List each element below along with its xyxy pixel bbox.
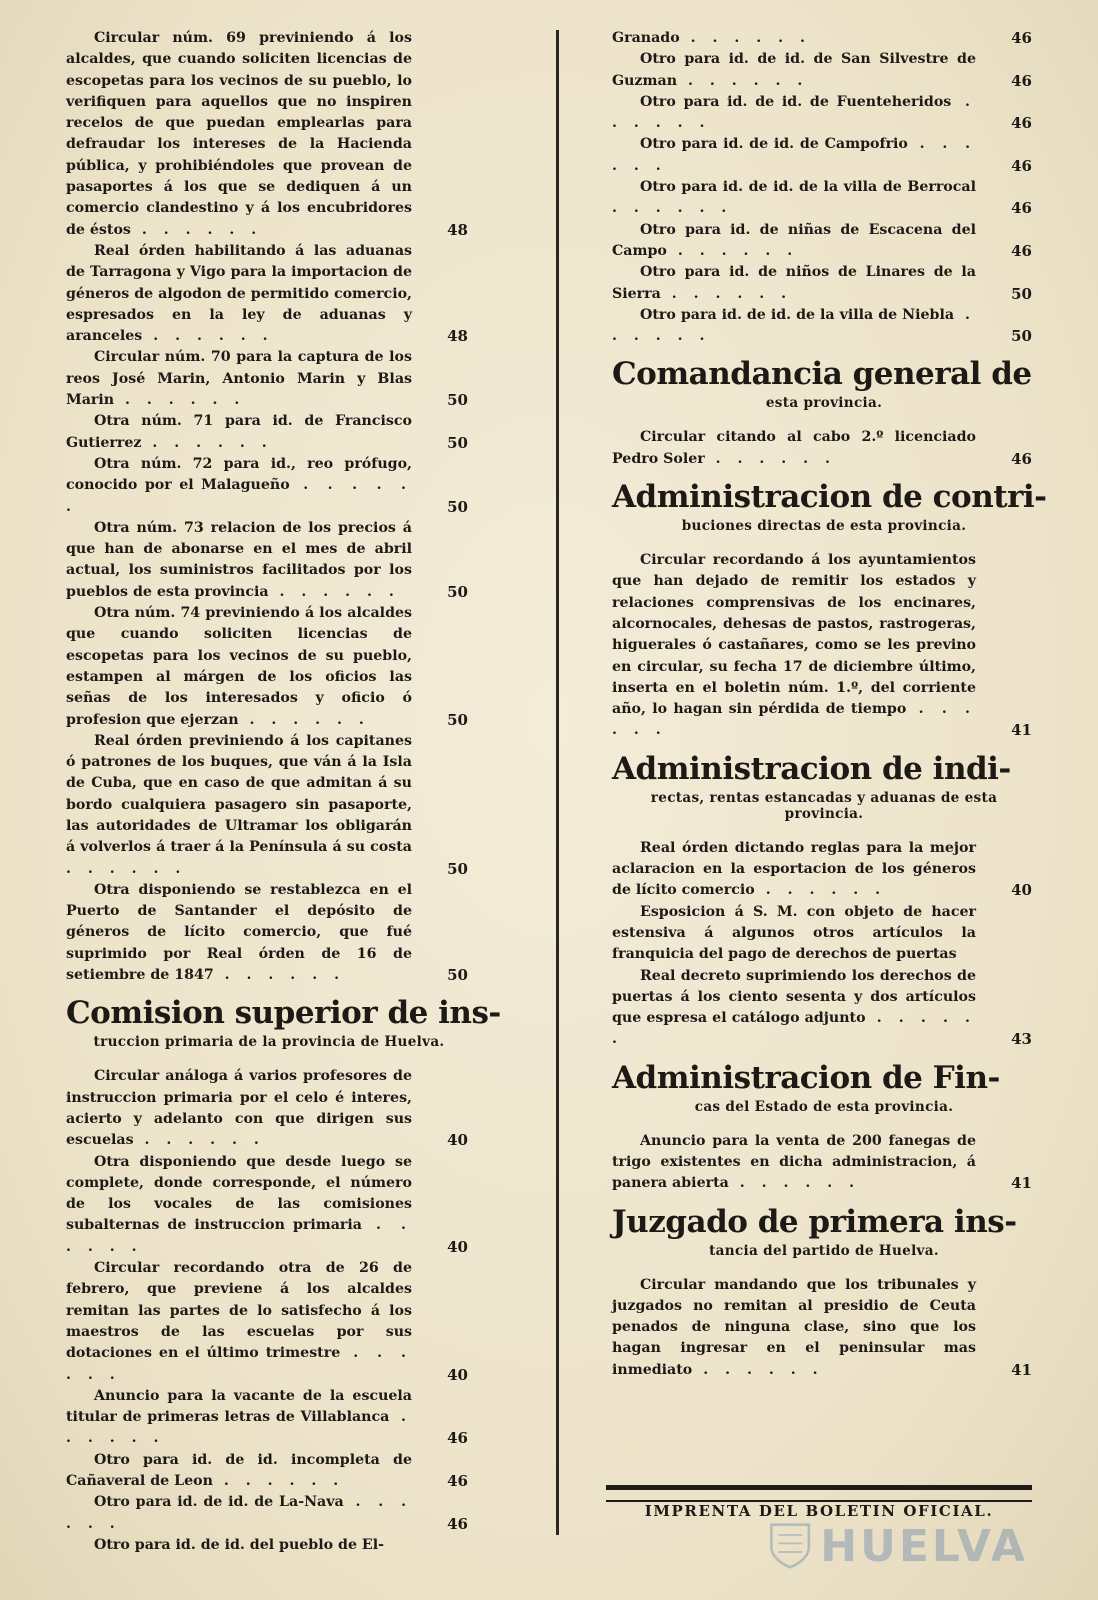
index-entry [66, 411, 472, 454]
index-entry [612, 92, 1036, 135]
section-entries [612, 838, 1036, 1051]
entry-text [612, 838, 1036, 902]
leader-dots: . . . . . . [612, 200, 733, 217]
index-entry [66, 28, 472, 241]
entry-page-number: 46 [1011, 29, 1032, 47]
index-entry [66, 454, 472, 518]
index-entry [612, 1131, 1036, 1195]
leader-dots: . . . . . . [754, 882, 887, 899]
index-entry [612, 49, 1036, 92]
leader-dots: . . . . . . [704, 450, 836, 467]
entry-title: Anuncio para la vacante de la escuela titular de primeras letras de Villablanca [66, 1387, 412, 1426]
leader-dots: . . . . . . [66, 1409, 412, 1447]
entry-title: Real órden previniendo á los capitanes ó patrones de los buques, que ván á la Isla de Cuba, que en caso de que admitan á su bordo cualquiera pasagero sin pasaporte, las autoridades de Ultramar los obligarán á volverlos á traer á la Península á su costa [66, 732, 412, 856]
leader-dots: . . . . . . [268, 583, 400, 600]
entry-title: Otra núm. 72 para id., reo prófugo, conocido por el Malagueño [66, 455, 412, 494]
entry-page-number: 46 [1011, 199, 1032, 218]
right-top-entries [612, 28, 1036, 347]
index-entry [66, 1066, 472, 1151]
left-column [66, 28, 501, 1556]
entry-text [66, 1386, 472, 1450]
index-entry [66, 731, 472, 880]
entry-page-number: 41 [1011, 721, 1032, 740]
index-entry [612, 1275, 1036, 1381]
imprint-text: IMPRENTA DEL BOLETIN OFICIAL. [644, 1502, 994, 1520]
watermark-text: HUELVA [820, 1520, 1028, 1572]
entry-title: Circular núm. 69 previniendo á los alcaldes, que cuando soliciten licencias de escopetas para los vecinos de su pueblo, lo verifiquen para aquellos que no inspiren recelos de que puedan emplearlas para defraudar los intereses de la Hacienda pública, y prohibiéndoles que provean de pasaportes á los que se dediquen á un comercio clandestino y á los encubridores de éstos [66, 30, 412, 238]
entry-page-number: 46 [1011, 71, 1032, 90]
index-entry [66, 1492, 472, 1535]
entry-title: Real órden dictando reglas para la mejor aclaracion en la esportacion de los géneros de lícito comercio [612, 839, 976, 899]
leader-dots: . . . . . . [612, 93, 976, 132]
entry-text [612, 1275, 1036, 1381]
leader-dots: . . . . . . [612, 701, 976, 739]
section-heading: Comision superior de ins- [66, 995, 501, 1032]
section-juzgado [612, 1203, 1036, 1381]
index-entry [66, 347, 472, 411]
section-entries [612, 427, 1036, 470]
section-entries [66, 1066, 472, 1556]
section-indirectas [612, 750, 1036, 1051]
index-entry [66, 1386, 472, 1450]
entry-title: Otro para id. de id. de Fuenteheridos [640, 93, 952, 110]
index-entry [66, 1450, 472, 1493]
entry-title: Real órden habilitando á las aduanas de Tarragona y Vigo para la importacion de géneros de algodon de permitido comercio, espresados en la ley de aduanas y aranceles [66, 242, 412, 345]
entry-page-number: 40 [447, 1131, 468, 1150]
entry-text [66, 518, 472, 603]
index-entry [612, 28, 1036, 49]
entry-page-number: 41 [1011, 1174, 1032, 1193]
entry-title: Otro para id. de id. de la villa de Niebla [640, 306, 955, 323]
leader-dots: . . . . . . [212, 1473, 345, 1489]
entry-title: Otro para id. de id. de La-Nava [94, 1494, 344, 1511]
entry-page-number: 40 [1011, 881, 1032, 900]
section-subheading: truccion primaria de la provincia de Huelva. [93, 1034, 445, 1051]
entry-page-number: 46 [1011, 241, 1032, 260]
leader-dots: . . . . . . [728, 1175, 861, 1192]
leader-dots: . . . . . . [612, 306, 976, 345]
entry-text [612, 49, 1036, 92]
entry-text [66, 411, 472, 454]
entry-text [612, 28, 1036, 49]
leader-dots: . . . . . . [66, 1217, 412, 1255]
entry-page-number: 48 [447, 327, 468, 346]
entry-text [612, 262, 1036, 305]
leader-dots: . . . . . . [213, 967, 346, 984]
entry-page-number: 50 [447, 966, 468, 985]
entry-title: Otra núm. 71 para id. de Francisco Gutierrez [66, 413, 412, 451]
entry-title: Esposicion á S. M. con objeto de hacer estensiva á algunos otros artículos la franquicia del pago de derechos de puertas [612, 903, 976, 963]
entry-title: Otro para id. de niños de Linares de la Sierra [612, 264, 976, 302]
index-entry [612, 262, 1036, 305]
entry-title: Circular citando al cabo 2.º licenciado Pedro Soler [612, 429, 976, 467]
entry-text [612, 92, 1036, 135]
leader-dots: . . . . . . [66, 477, 412, 515]
entry-text [612, 902, 1036, 966]
index-entry [612, 838, 1036, 902]
entry-page-number: 40 [447, 1237, 468, 1256]
entry-title: Otra núm. 73 relacion de los precios á que han de abonarse en el mes de abril actual, los suministros facilitados por los pueblos de esta provincia [66, 519, 412, 600]
entry-title: Circular mandando que los tribunales y juzgados no remitan al presidio de Ceuta penados de ninguna clase, sino que los hagan ingresar en el peninsular mas inmediato [612, 1276, 976, 1378]
entry-text [66, 1535, 472, 1556]
leader-dots: . . . . . . [133, 1132, 265, 1149]
section-heading: Administracion de Fin- [612, 1059, 1000, 1096]
entry-text [612, 220, 1036, 263]
index-entry [66, 241, 472, 347]
entry-text [66, 731, 472, 880]
entry-text [612, 305, 1036, 348]
index-entry [66, 603, 472, 731]
entry-text [66, 347, 472, 411]
left-entries [66, 28, 472, 986]
leader-dots: . . . . . . [130, 221, 263, 238]
entry-page-number: 50 [447, 710, 468, 729]
entry-text [612, 966, 1036, 1051]
entry-page-number: 50 [447, 859, 468, 878]
leader-dots: . . . . . . [660, 285, 793, 302]
index-entry [612, 177, 1036, 220]
entry-text [66, 28, 472, 241]
section-subheading: tancia del partido de Huelva. [709, 1242, 939, 1259]
section-subheading: esta provincia. [765, 395, 883, 412]
leader-dots: . . . . . . [66, 860, 187, 877]
leader-dots: . . . . . . [114, 392, 246, 409]
entry-text [66, 454, 472, 518]
entry-page-number: 48 [447, 220, 468, 239]
leader-dots: . . . . . . [612, 1010, 976, 1048]
entry-page-number: 40 [447, 1365, 468, 1384]
section-entries [612, 550, 1036, 742]
entry-text [612, 1131, 1036, 1195]
entry-title: Otro para id. de id. incompleta de Cañaveral de Leon [66, 1451, 412, 1489]
entry-title: Circular recordando otra de 26 de febrero, que previene á los alcaldes remitan las partes de lo satisfecho á los maestros de las escuelas por sus dotaciones en el último trimestre [66, 1260, 412, 1362]
entry-page-number: 43 [1011, 1030, 1032, 1049]
section-heading: Administracion de indi- [612, 750, 1011, 787]
leader-dots: . . . . . . [238, 711, 370, 728]
index-entry [612, 966, 1036, 1051]
entry-page-number: 50 [447, 433, 468, 452]
entry-text [66, 1152, 472, 1258]
index-entry [66, 1535, 472, 1556]
leader-dots: . . . . . . [666, 242, 799, 259]
entry-text [66, 1258, 472, 1386]
entry-text [612, 177, 1036, 220]
section-comandancia [612, 355, 1036, 470]
section-heading: Juzgado de primera ins- [612, 1203, 1017, 1240]
leader-dots: . . . . . . [66, 1494, 413, 1532]
entry-title: Otra núm. 74 previniendo á los alcaldes que cuando soliciten licencias de escopetas para los vecinos de su pueblo, estampen al márgen de los oficios las señas de los interesados y oficio ó profesion que ejerzan [66, 605, 412, 728]
entry-title: Otro para id. de id. de la villa de Berrocal [640, 179, 976, 196]
index-entry [612, 134, 1036, 177]
column-divider [556, 30, 559, 1535]
entry-title: Otra disponiendo se restablezca en el Puerto de Santander el depósito de géneros de lícito comercio, que fué suprimido por Real órden de 16 de setiembre de 1847 [66, 881, 412, 984]
footer-rule [606, 1485, 1032, 1502]
entry-title: Circular recordando á los ayuntamientos que han dejado de remitir los estados y relaciones comprensivas de los encinares, alcornocales, dehesas de pastos, rastrogeras, higuerales ó castañares, como se les previno en circular, su fecha 17 de diciembre último, inserta en el boletin núm. 1.º, del corriente año, lo hagan sin pérdida de tiempo [612, 552, 976, 718]
section-subheading: cas del Estado de esta provincia. [694, 1098, 954, 1115]
section-subheading: rectas, rentas estancadas y aduanas de esta provincia. [650, 789, 998, 822]
entry-text [66, 1492, 472, 1535]
entry-title: Granado [612, 30, 680, 46]
archive-watermark [768, 1516, 1028, 1576]
entry-text [66, 1066, 472, 1151]
entry-text [612, 134, 1036, 177]
entry-title: Real decreto suprimiendo los derechos de puertas á los ciento sesenta y dos artículos que espresa el catálogo adjunto [612, 967, 976, 1027]
entry-page-number: 50 [447, 391, 468, 410]
index-entry [66, 1152, 472, 1258]
index-entry [66, 518, 472, 603]
section-subheading: buciones directas de esta provincia. [681, 518, 967, 535]
leader-dots: . . . . . . [679, 30, 811, 46]
entry-text [66, 603, 472, 731]
section-contribuciones [612, 478, 1047, 742]
section-comision [66, 994, 501, 1556]
entry-title: Otro para id. de id. de San Silvestre de Guzman [612, 51, 976, 89]
entry-page-number: 46 [1011, 449, 1032, 468]
entry-page-number: 46 [447, 1429, 468, 1448]
index-entry [66, 1258, 472, 1386]
index-entry [612, 220, 1036, 263]
leader-dots: . . . . . . [612, 136, 977, 174]
leader-dots: . . . . . . [692, 1361, 824, 1378]
index-entry [612, 902, 1036, 966]
leader-dots: . . . . . . [141, 434, 273, 451]
right-column [612, 28, 1047, 1381]
section-entries [612, 1131, 1036, 1195]
index-entry [66, 880, 472, 986]
entry-page-number: 46 [1011, 114, 1032, 133]
entry-page-number: 41 [1011, 1360, 1032, 1379]
entry-title: Otro para id. de id. de Campofrio [640, 136, 908, 153]
leader-dots: . . . . . . [66, 1345, 412, 1383]
entry-page-number: 50 [1011, 327, 1032, 346]
entry-text [612, 427, 1036, 470]
entry-title: Circular análoga á varios profesores de instruccion primaria por el celo é interes, acierto y adelanto con que dirigen sus escuelas [66, 1068, 412, 1149]
entry-text [612, 550, 1036, 742]
entry-text [66, 241, 472, 347]
entry-title: Otra disponiendo que desde luego se complete, donde corresponde, el número de los vocales de las comisiones subalternas de instruccion primaria [66, 1153, 412, 1234]
entry-title: Anuncio para la venta de 200 fanegas de trigo existentes en dicha administracion, á panera abierta [612, 1132, 976, 1192]
index-entry [612, 550, 1036, 742]
section-entries [612, 1275, 1036, 1381]
section-heading: Administracion de contri- [612, 479, 1047, 516]
entry-page-number: 50 [447, 497, 468, 516]
entry-title: Circular núm. 70 para la captura de los reos José Marin, Antonio Marin y Blas Marin [66, 349, 412, 409]
entry-page-number: 50 [447, 582, 468, 601]
entry-page-number: 46 [447, 1514, 468, 1533]
entry-title: Otro para id. de niñas de Escacena del Campo [612, 221, 976, 259]
entry-page-number: 46 [1011, 156, 1032, 175]
section-fincas [612, 1059, 1036, 1195]
entry-page-number: 50 [1011, 284, 1032, 303]
entry-text [66, 1450, 472, 1493]
section-heading: Comandancia general de [612, 356, 1032, 393]
index-entry [612, 427, 1036, 470]
entry-text [66, 880, 472, 986]
entry-title: Otro para id. de id. del pueblo de El- [94, 1536, 384, 1553]
leader-dots: . . . . . . [142, 328, 274, 345]
entry-page-number: 46 [447, 1472, 468, 1490]
index-entry [612, 305, 1036, 348]
leader-dots: . . . . . . [677, 72, 809, 89]
shield-icon [768, 1517, 812, 1575]
